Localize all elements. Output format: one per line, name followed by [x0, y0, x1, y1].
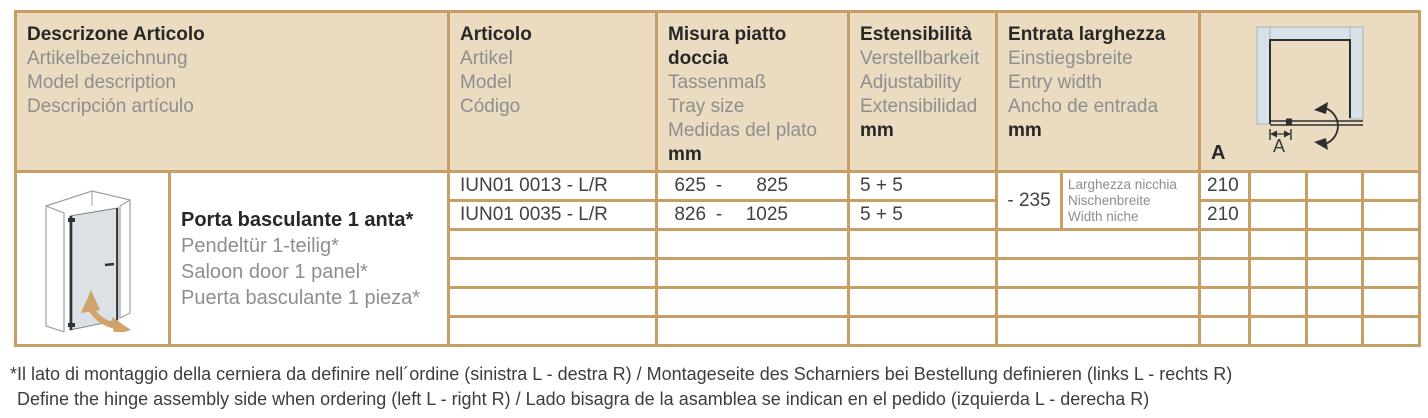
header-tray-size-cell — [657, 12, 849, 172]
entry-width-a-cell: 210 — [1200, 172, 1250, 201]
col-subtitle: Descripción artículo — [27, 96, 194, 117]
table-row — [16, 172, 1420, 201]
door-illustration-cell — [16, 172, 170, 346]
tray-to: 1025 — [745, 204, 789, 225]
empty-cell — [849, 288, 997, 317]
footnote-line-1: *Il lato di montaggio della cerniera da definire nell´ordine (sinistra L - destra R) / Montageseite des Scharniers bei Bestellung definieren (links L - rechts R) — [10, 364, 1233, 384]
product-subtitle: Pendeltür 1-teilig* — [181, 234, 339, 257]
footnote — [10, 362, 1422, 412]
col-subtitle: Einstiegsbreite — [1008, 48, 1133, 69]
header-diagram-cell — [1200, 12, 1420, 172]
dimension-label: A — [1272, 136, 1285, 153]
empty-cell — [1200, 288, 1250, 317]
articolo-cell: IUN01 0013 - L/R — [449, 172, 657, 201]
entry-offset-cell: - 235 — [997, 172, 1062, 230]
col-subtitle: Tassenmaß — [668, 72, 767, 93]
empty-cell — [1363, 230, 1420, 259]
empty-cell — [1363, 288, 1420, 317]
empty-cell — [1363, 317, 1420, 346]
empty-cell — [997, 259, 1200, 288]
adjustability-cell: 5 + 5 — [849, 201, 997, 230]
empty-cell — [1200, 317, 1250, 346]
product-description-cell — [170, 172, 449, 346]
spec-table — [14, 10, 1421, 347]
empty-cell — [657, 259, 849, 288]
tray-size-range — [658, 175, 847, 197]
col-subtitle: Verstellbarkeit — [860, 48, 980, 69]
col-unit: mm — [1008, 120, 1042, 141]
range-separator: - — [715, 204, 723, 225]
tray-size-range — [658, 204, 847, 226]
niche-label: Larghezza nicchia — [1068, 176, 1177, 192]
empty-cell — [449, 230, 657, 259]
col-subtitle: Artikel — [460, 48, 513, 69]
empty-cell — [849, 230, 997, 259]
empty-cell — [657, 288, 849, 317]
range-separator: - — [715, 175, 723, 196]
adjustability-cell: 5 + 5 — [849, 172, 997, 201]
empty-cell — [449, 259, 657, 288]
hinge-top — [68, 218, 75, 222]
empty-cell — [449, 288, 657, 317]
empty-cell — [1363, 172, 1420, 201]
col-subtitle: Extensibilidad — [860, 96, 978, 117]
empty-cell — [1307, 288, 1363, 317]
tray-from: 826 — [674, 204, 707, 225]
empty-cell — [997, 230, 1200, 259]
col-title-articolo: Articolo — [460, 24, 532, 45]
col-title-description: Descrizone Articolo — [27, 24, 205, 45]
tray-size-cell — [657, 172, 849, 201]
tray-from: 625 — [674, 175, 707, 196]
diagram-wrap — [1201, 13, 1418, 158]
col-subtitle: Model — [460, 72, 512, 93]
empty-cell — [1200, 259, 1250, 288]
col-subtitle: Adjustability — [860, 72, 962, 93]
product-subtitle: Puerta basculante 1 pieza* — [181, 286, 421, 309]
empty-cell — [1363, 201, 1420, 230]
empty-cell — [1307, 230, 1363, 259]
empty-cell — [1307, 317, 1363, 346]
shower-top-view-diagram — [1251, 21, 1369, 153]
empty-cell — [1200, 230, 1250, 259]
empty-cell — [1250, 288, 1307, 317]
empty-cell — [1363, 259, 1420, 288]
col-subtitle: Entry width — [1008, 72, 1102, 93]
empty-cell — [997, 288, 1200, 317]
empty-cell — [1250, 259, 1307, 288]
empty-cell — [1250, 172, 1307, 201]
col-unit: mm — [668, 144, 702, 165]
niche-label: Width niche — [1068, 208, 1139, 224]
niche-width-cell — [1062, 172, 1200, 230]
product-title: Porta basculante 1 anta* — [181, 208, 414, 231]
door-illustration — [34, 180, 152, 332]
empty-cell — [849, 317, 997, 346]
empty-cell — [1250, 317, 1307, 346]
door-handle — [105, 264, 114, 265]
door-swing-arc — [1325, 108, 1338, 144]
tray-to: 825 — [756, 175, 789, 196]
footnote-line-2: Define the hinge assembly side when ordering (left L - right R) / Lado bisagra de la asamblea se indican en el pedido (izquierda L - derecha R) — [17, 389, 1150, 409]
empty-cell — [849, 259, 997, 288]
empty-cell — [1307, 172, 1363, 201]
col-title-tray-size: Misura piatto doccia — [668, 24, 787, 69]
col-title-adjustability: Estensibilità — [860, 24, 972, 45]
col-subtitle: Ancho de entrada — [1008, 96, 1159, 117]
hinge-bottom — [68, 323, 75, 327]
empty-cell — [1307, 259, 1363, 288]
niche-label: Nischenbreite — [1068, 192, 1151, 208]
empty-cell — [1250, 201, 1307, 230]
entry-width-a-cell: 210 — [1200, 201, 1250, 230]
col-subtitle: Código — [460, 96, 521, 117]
header-description-cell — [16, 12, 449, 172]
header-adjustability-cell — [849, 12, 997, 172]
empty-cell — [657, 230, 849, 259]
col-subtitle: Model description — [27, 72, 176, 93]
header-entry-width-cell — [997, 12, 1200, 172]
col-unit: mm — [860, 120, 894, 141]
col-title-entry-width: Entrata larghezza — [1008, 24, 1166, 45]
empty-cell — [657, 317, 849, 346]
empty-cell — [997, 317, 1200, 346]
pivot-point — [1286, 119, 1292, 125]
tray-size-cell — [657, 201, 849, 230]
a-column-label: A — [1211, 142, 1226, 164]
empty-cell — [1250, 230, 1307, 259]
product-subtitle: Saloon door 1 panel* — [181, 260, 368, 283]
header-articolo-cell — [449, 12, 657, 172]
articolo-cell: IUN01 0035 - L/R — [449, 201, 657, 230]
col-subtitle: Artikelbezeichnung — [27, 48, 188, 69]
col-subtitle: Medidas del plato — [668, 120, 817, 141]
empty-cell — [1307, 201, 1363, 230]
header-row — [16, 12, 1420, 172]
col-subtitle: Tray size — [668, 96, 745, 117]
empty-cell — [449, 317, 657, 346]
